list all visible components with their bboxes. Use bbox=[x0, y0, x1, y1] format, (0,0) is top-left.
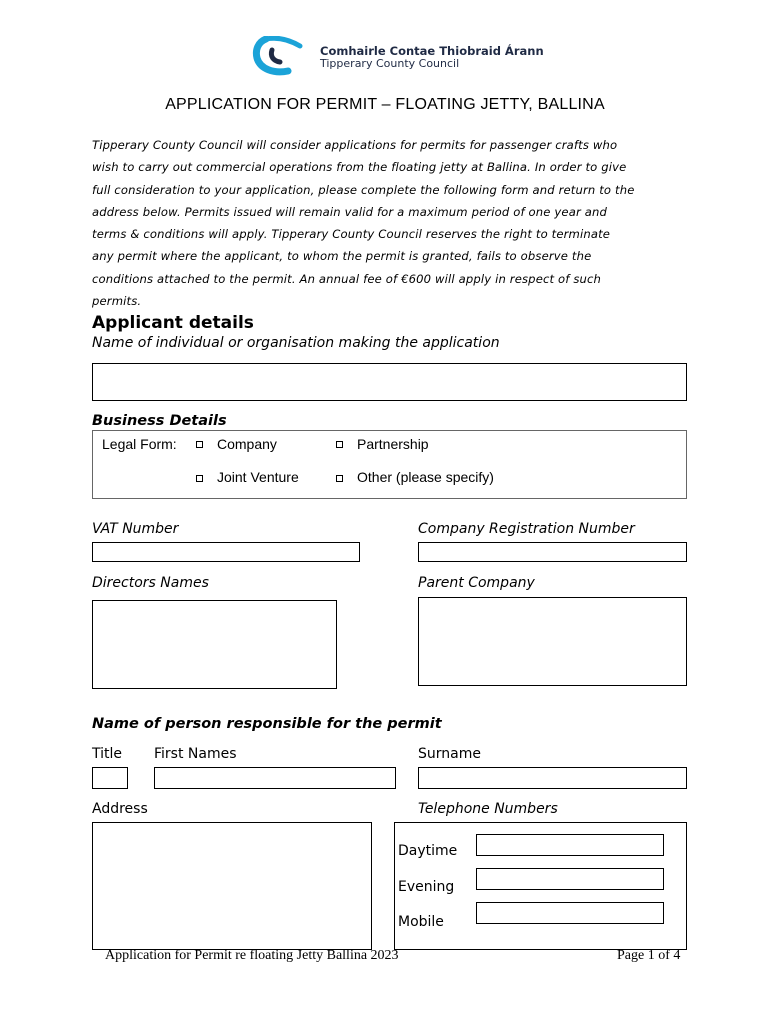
address-input[interactable] bbox=[92, 822, 372, 950]
joint-venture-checkbox[interactable] bbox=[196, 475, 203, 482]
intro-line: wish to carry out commercial operations from the floating jetty at Ballina. In order to give bbox=[92, 160, 627, 175]
partnership-checkbox[interactable] bbox=[336, 441, 343, 448]
mobile-input[interactable] bbox=[476, 902, 664, 924]
surname-label: Surname bbox=[418, 746, 481, 762]
company-registration-label: Company Registration Number bbox=[418, 521, 635, 537]
intro-line: terms & conditions will apply. Tipperary County Council reserves the right to terminate bbox=[92, 227, 611, 242]
joint-venture-option-label: Joint Venture bbox=[217, 469, 299, 485]
intro-line: Tipperary County Council will consider applications for permits for passenger crafts who bbox=[92, 138, 618, 152]
council-name-english: Tipperary County Council bbox=[320, 57, 460, 70]
evening-input[interactable] bbox=[476, 868, 664, 890]
mobile-label: Mobile bbox=[398, 914, 444, 930]
first-names-input[interactable] bbox=[154, 767, 396, 789]
address-label: Address bbox=[92, 801, 148, 817]
legal-form-label: Legal Form: bbox=[102, 436, 177, 452]
telephone-numbers-label: Telephone Numbers bbox=[418, 801, 558, 817]
vat-number-label: VAT Number bbox=[92, 521, 179, 537]
title-input[interactable] bbox=[92, 767, 128, 789]
parent-company-label: Parent Company bbox=[418, 575, 535, 591]
intro-paragraph bbox=[92, 134, 692, 312]
intro-line: full consideration to your application, please complete the following form and return to the bbox=[92, 182, 635, 197]
directors-names-label: Directors Names bbox=[92, 575, 209, 591]
other-option-label: Other (please specify) bbox=[357, 469, 494, 485]
other-checkbox[interactable] bbox=[336, 475, 343, 482]
evening-label: Evening bbox=[398, 879, 455, 895]
partnership-option-label: Partnership bbox=[357, 436, 429, 452]
applicant-name-input[interactable] bbox=[92, 363, 687, 401]
surname-input[interactable] bbox=[418, 767, 687, 789]
daytime-input[interactable] bbox=[476, 834, 664, 856]
applicant-details-heading: Applicant details bbox=[92, 313, 254, 333]
first-names-label: First Names bbox=[154, 746, 237, 762]
responsible-person-heading: Name of person responsible for the permit bbox=[92, 716, 442, 732]
company-option-label: Company bbox=[217, 436, 277, 452]
footer-page-number: Page 1 of 4 bbox=[617, 948, 681, 963]
page-title: APPLICATION FOR PERMIT – FLOATING JETTY, BALLINA bbox=[165, 96, 605, 113]
intro-line: permits. bbox=[92, 294, 142, 309]
company-checkbox[interactable] bbox=[196, 441, 203, 448]
vat-number-input[interactable] bbox=[92, 542, 360, 562]
intro-line: address below. Permits issued will remain valid for a maximum period of one year and bbox=[92, 204, 607, 219]
daytime-label: Daytime bbox=[398, 843, 458, 859]
parent-company-input[interactable] bbox=[418, 597, 687, 686]
intro-line: conditions attached to the permit. An annual fee of €600 will apply in respect of such bbox=[92, 271, 602, 286]
intro-line: any permit where the applicant, to whom the permit is granted, fails to observe the bbox=[92, 249, 592, 264]
footer-document-title: Application for Permit re floating Jetty Ballina 2023 bbox=[105, 948, 399, 963]
directors-names-input[interactable] bbox=[92, 600, 337, 689]
business-details-heading: Business Details bbox=[92, 413, 227, 429]
applicant-name-label: Name of individual or organisation making the application bbox=[92, 335, 500, 351]
council-name-irish: Comhairle Contae Thiobraid Árann bbox=[320, 44, 544, 58]
title-label: Title bbox=[92, 746, 123, 762]
company-registration-input[interactable] bbox=[418, 542, 687, 562]
council-logo-icon bbox=[252, 36, 314, 78]
